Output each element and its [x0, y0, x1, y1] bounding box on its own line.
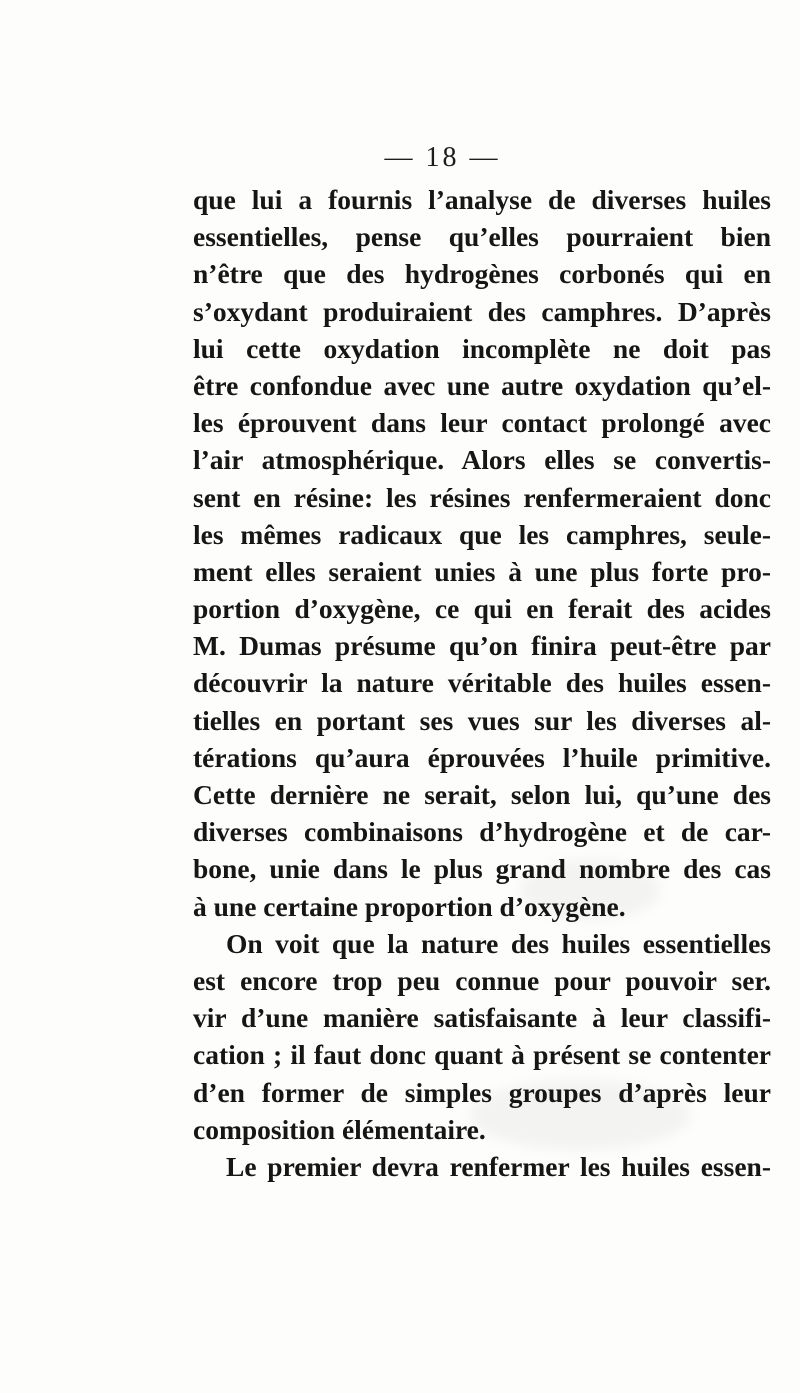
text-line: portion d’oxygène, ce qui en ferait des acides: [193, 593, 771, 625]
text-line: l’air atmosphérique. Alors elles se convertis-: [193, 444, 771, 476]
text-line: est encore trop peu connue pour pouvoir ser.: [193, 964, 771, 996]
text-line: diverses combinaisons d’hydrogène et de car-: [193, 816, 771, 848]
text-line: n’être que des hydrogènes corbonés qui en: [193, 258, 771, 290]
text-line: vir d’une manière satisfaisante à leur classifi-: [193, 1002, 771, 1034]
text-line: les éprouvent dans leur contact prolongé avec: [193, 407, 771, 439]
text-line: les mêmes radicaux que les camphres, seule-: [193, 518, 771, 550]
text-line: Le premier devra renfermer les huiles essen-: [226, 1150, 771, 1182]
text-line: ment elles seraient unies à une plus forte pro-: [193, 555, 771, 587]
text-line: sent en résine: les résines renfermeraient donc: [193, 481, 771, 513]
text-line: cation ; il faut donc quant à présent se contenter: [193, 1039, 771, 1071]
text-line: d’en former de simples groupes d’après leur: [193, 1076, 771, 1108]
text-line: composition élémentaire.: [193, 1113, 486, 1145]
text-line: bone, unie dans le plus grand nombre des cas: [193, 853, 771, 885]
page-number: — 18 —: [384, 142, 501, 173]
body-text: [193, 181, 771, 1185]
text-line: à une certaine proportion d’oxygène.: [193, 890, 626, 922]
text-line: essentielles, pense qu’elles pourraient bien: [193, 221, 771, 253]
text-line: térations qu’aura éprouvées l’huile primitive.: [193, 741, 771, 773]
text-line: M. Dumas présume qu’on finira peut-être par: [193, 630, 771, 662]
text-line: tielles en portant ses vues sur les diverses al-: [193, 704, 771, 736]
text-line: que lui a fournis l’analyse de diverses huiles: [193, 184, 771, 215]
text-line: Cette dernière ne serait, selon lui, qu’une des: [193, 779, 771, 810]
text-line: s’oxydant produiraient des camphres. D’après: [193, 295, 771, 327]
text-line: On voit que la nature des huiles essentielles: [226, 927, 771, 959]
text-line: lui cette oxydation incomplète ne doit pas: [193, 332, 771, 364]
text-line: découvrir la nature véritable des huiles essen-: [193, 667, 771, 699]
text-line: être confondue avec une autre oxydation qu’el-: [193, 369, 771, 401]
